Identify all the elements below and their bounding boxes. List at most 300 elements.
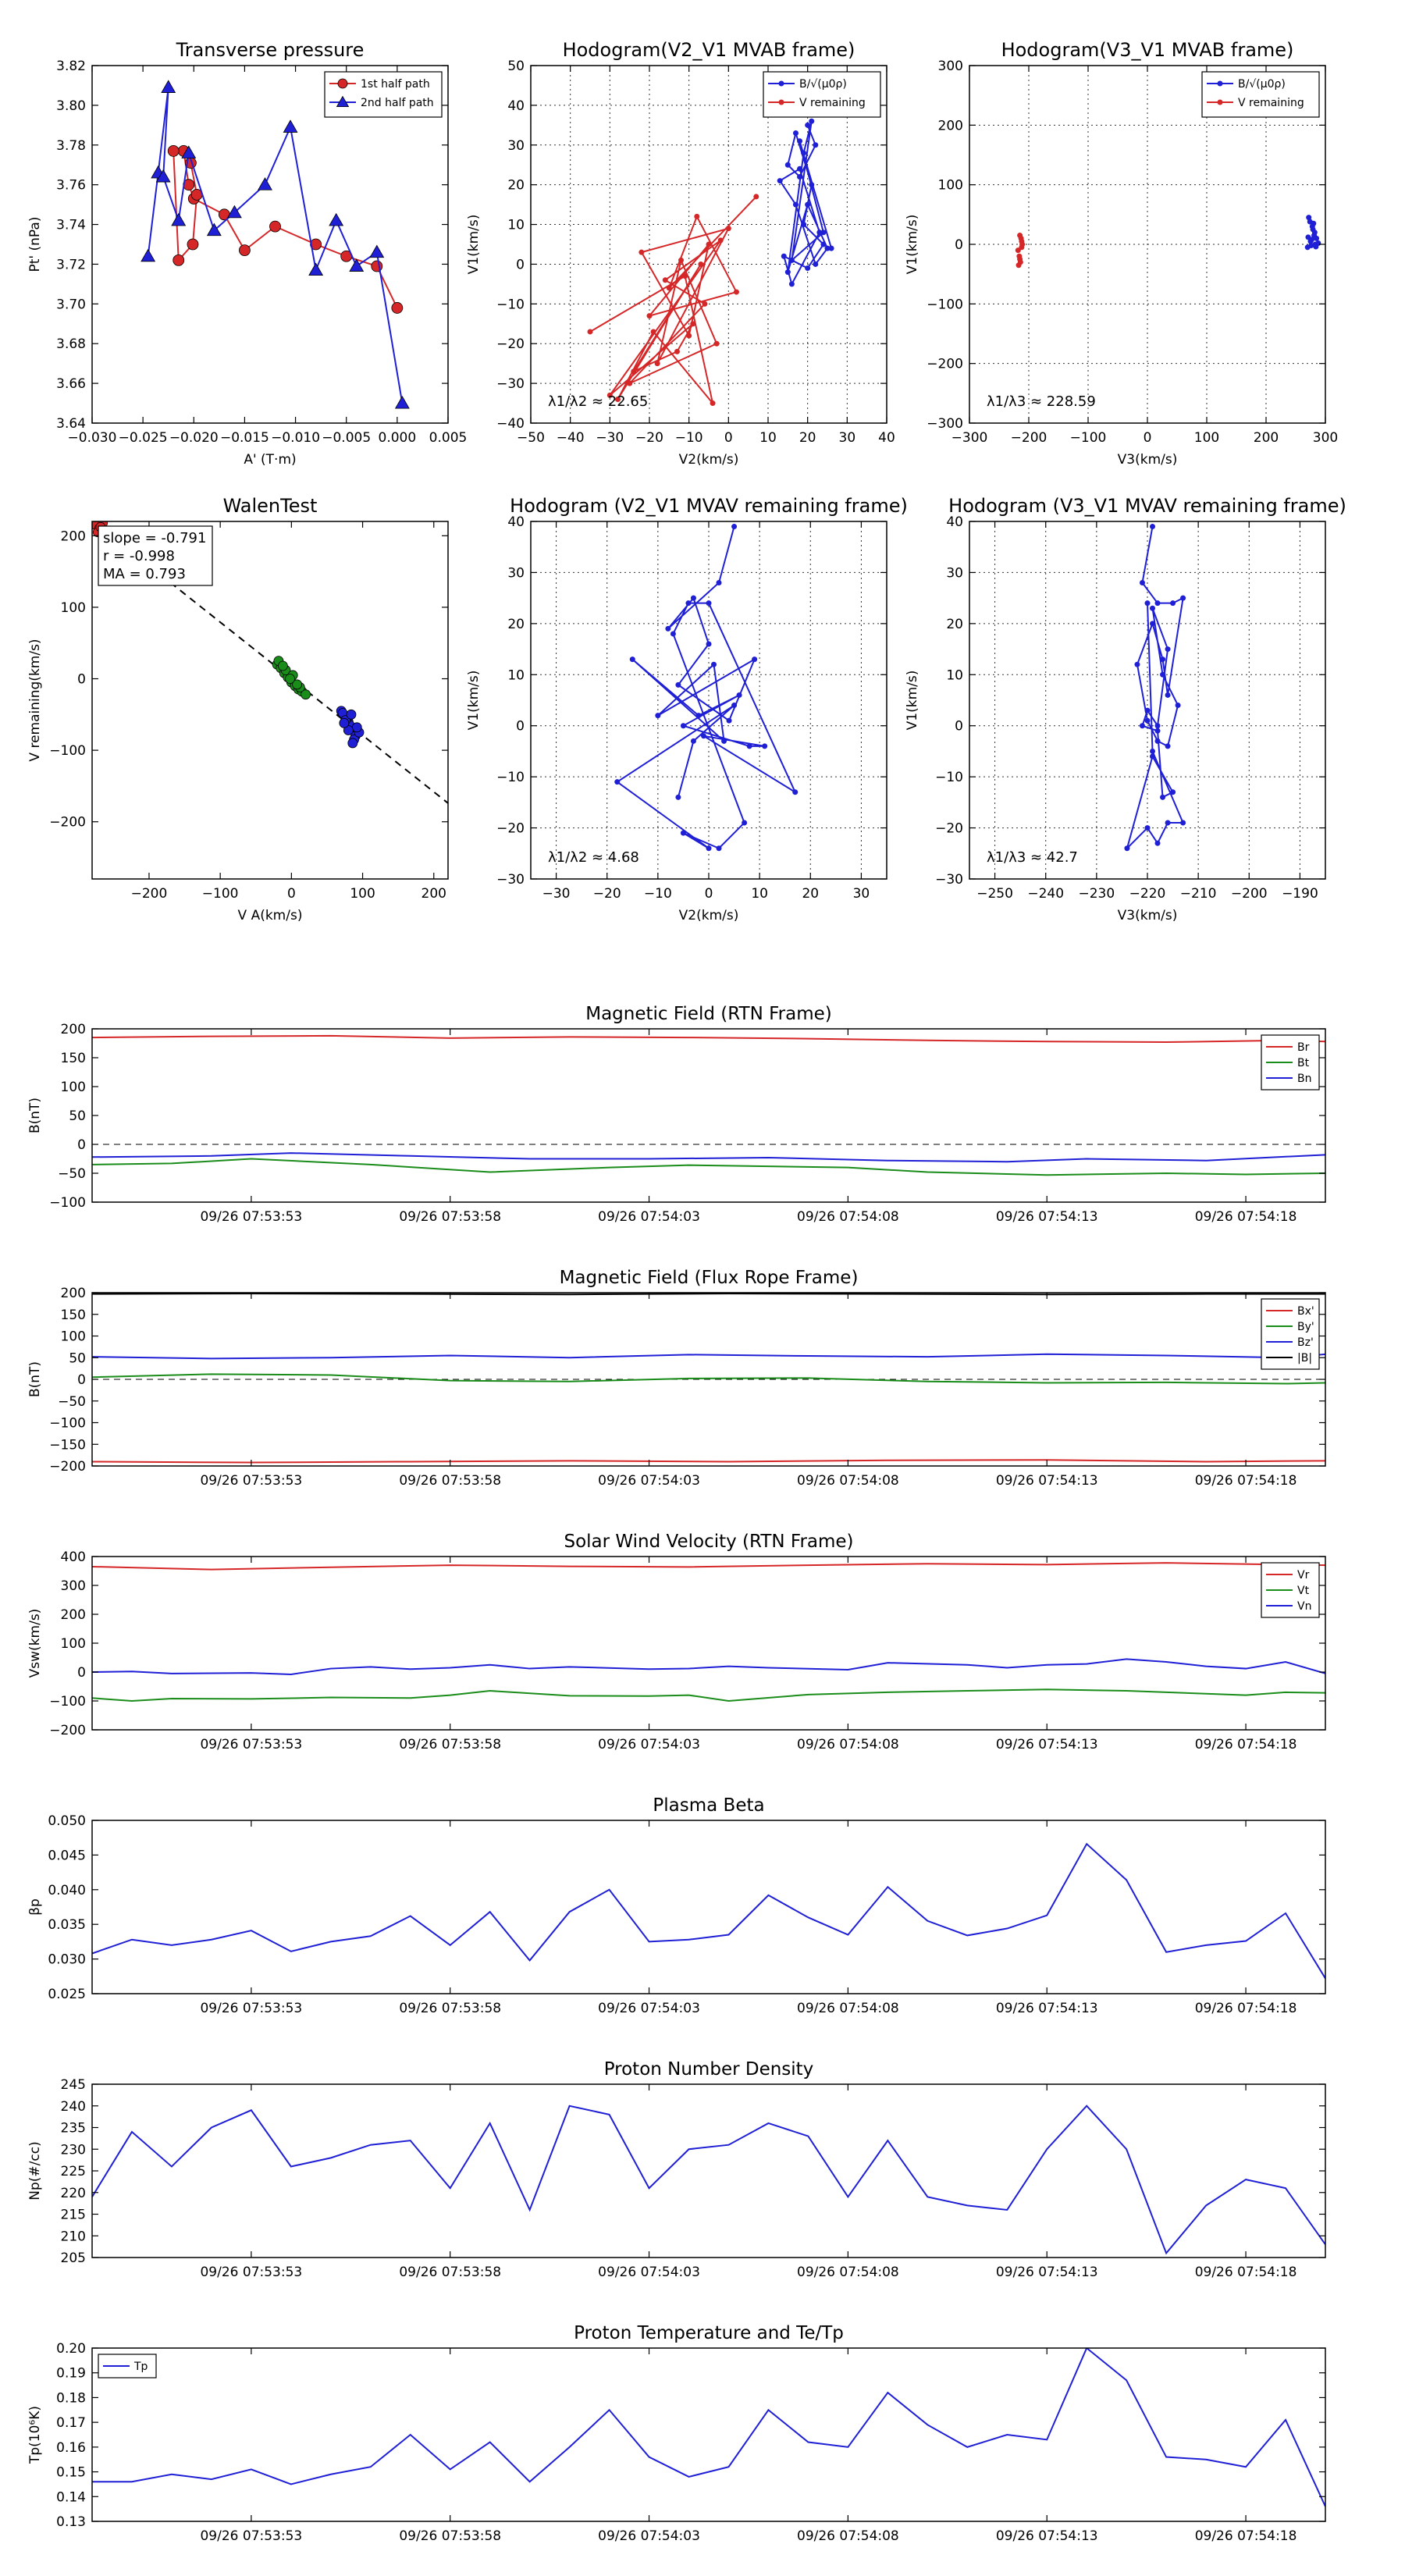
y-tick-label: 0 <box>516 718 525 735</box>
x-tick-label: 09/26 07:53:58 <box>399 2528 502 2544</box>
series-1st-half-path-point <box>372 261 382 272</box>
x-tick-label: 200 <box>421 886 446 902</box>
x-tick-label: 0 <box>286 886 296 902</box>
series-0-point <box>681 723 686 728</box>
y-tick-label: −100 <box>49 1694 86 1710</box>
series-v-remaining-point <box>1019 244 1024 250</box>
y-tick-label: 3.72 <box>56 257 86 273</box>
y-tick-label: 0.16 <box>56 2439 86 2456</box>
x-tick-label: 09/26 07:54:13 <box>995 1737 1098 1752</box>
series-0-line <box>617 527 795 849</box>
x-tick-label: 09/26 07:54:03 <box>598 1737 700 1752</box>
chart-hodo13 <box>905 39 1338 468</box>
legend-label: Tp <box>134 2361 148 2373</box>
series-0-point <box>706 600 712 606</box>
series-b-0--point <box>1312 229 1318 235</box>
y-tick-label: 20 <box>507 616 525 632</box>
y-tick-label: 100 <box>60 1636 86 1652</box>
y-tick-label: 3.64 <box>56 416 86 432</box>
x-axis-label: V2(km/s) <box>678 452 739 468</box>
y-tick-label: −50 <box>58 1393 86 1410</box>
legend-label: B/√(μ0ρ) <box>1238 78 1286 91</box>
y-tick-label: 220 <box>60 2185 86 2201</box>
y-tick-label: 100 <box>60 1329 86 1345</box>
x-tick-label: −0.025 <box>118 430 168 446</box>
y-tick-label: 30 <box>946 565 963 582</box>
series-2nd-half-path-point <box>396 397 409 408</box>
series-v-remaining-point <box>690 321 695 326</box>
x-tick-label: 09/26 07:53:53 <box>200 2001 303 2016</box>
series-bx--line <box>92 1460 1325 1462</box>
series-0-point <box>1150 606 1155 611</box>
series-0-point <box>691 738 696 744</box>
series-v-remaining-point <box>1017 257 1023 262</box>
series-0-line <box>92 1844 1325 1978</box>
plot-area <box>92 1563 1325 1701</box>
x-tick-label: 09/26 07:54:03 <box>598 2528 700 2544</box>
series-b-0--point <box>1311 221 1316 226</box>
x-tick-label: 09/26 07:54:03 <box>598 1209 700 1225</box>
series-v-remaining-point <box>588 329 593 334</box>
series-b-0--point <box>785 269 791 275</box>
x-tick-label: 09/26 07:54:13 <box>995 2528 1098 2544</box>
legend-label: Br <box>1297 1041 1310 1054</box>
y-tick-label: −150 <box>49 1437 86 1453</box>
series-v-remaining-point <box>698 262 703 267</box>
legend-label: Vr <box>1297 1569 1310 1582</box>
y-tick-label: 0.13 <box>56 2514 86 2530</box>
x-tick-label: −0.015 <box>219 430 269 446</box>
series-b-0--point <box>1313 244 1318 250</box>
series-b-0--point <box>797 138 802 144</box>
x-tick-label: −200 <box>1010 430 1048 446</box>
y-tick-label: 215 <box>60 2207 86 2223</box>
chart-title: Transverse pressure <box>176 39 365 61</box>
series-1st-half-path-point <box>187 239 198 250</box>
series-0-point <box>1150 753 1155 759</box>
x-tick-label: −240 <box>1027 886 1065 902</box>
series-b-0--point <box>781 254 787 259</box>
series-0-point <box>721 738 727 744</box>
series-b-0--point <box>793 130 799 136</box>
chart-title: Plasma Beta <box>653 1795 765 1816</box>
y-tick-label: 0 <box>955 718 963 735</box>
series-bz--line <box>92 1354 1325 1359</box>
legend-label: V remaining <box>799 97 866 109</box>
series-0-point <box>1155 723 1161 728</box>
series-v-remaining-point <box>686 333 692 339</box>
y-tick-label: −20 <box>935 820 963 837</box>
y-tick-label: 3.82 <box>56 59 86 74</box>
y-tick-label: −30 <box>496 872 525 888</box>
series-0-point <box>742 820 747 826</box>
y-tick-label: −100 <box>49 1195 86 1211</box>
series-1st-half-path-point <box>239 245 250 256</box>
y-tick-label: 100 <box>60 600 86 616</box>
series-v-remaining-point <box>638 250 644 255</box>
x-tick-label: −250 <box>976 886 1013 902</box>
plot-frame <box>92 1557 1325 1730</box>
y-tick-label: 10 <box>507 667 525 684</box>
series-b-0--point <box>829 246 834 251</box>
y-tick-label: −100 <box>49 743 86 760</box>
series-v-remaining-point <box>706 242 712 247</box>
x-tick-label: 100 <box>1193 430 1220 446</box>
y-tick-label: 230 <box>60 2142 86 2158</box>
y-tick-label: 20 <box>946 616 963 632</box>
series-v-remaining-point <box>726 226 731 231</box>
x-tick-label: 09/26 07:54:03 <box>598 1473 700 1489</box>
series-b-0--point <box>793 202 799 208</box>
series-0-line <box>92 2106 1325 2254</box>
plot-frame <box>92 2348 1325 2521</box>
x-tick-label: −100 <box>1069 430 1107 446</box>
x-tick-label: 09/26 07:54:08 <box>797 1209 899 1225</box>
series-v-remaining-point <box>627 381 632 386</box>
series-vt-line <box>92 1689 1325 1701</box>
x-tick-label: −50 <box>517 430 545 446</box>
legend-label: Vn <box>1297 1600 1312 1613</box>
y-axis-label: V1(km/s) <box>466 214 482 275</box>
series-vr-line <box>92 1563 1325 1570</box>
series-0-point <box>706 845 712 851</box>
x-tick-label: 09/26 07:54:08 <box>797 1473 899 1489</box>
series-0-point <box>1140 580 1145 585</box>
series-br-line <box>92 1036 1325 1042</box>
y-tick-label: 0.025 <box>48 1987 86 2002</box>
series-0-point <box>737 692 742 698</box>
stats-line: r = -0.998 <box>103 548 175 564</box>
series-v-remaining-point <box>682 273 688 279</box>
x-tick-label: 10 <box>759 430 777 446</box>
series-0-point <box>1124 845 1129 851</box>
series-0-point <box>1150 524 1155 529</box>
series-1st-half-path-point <box>168 145 179 156</box>
series-1st-half-path-point <box>173 254 184 265</box>
plot-frame <box>92 1820 1325 1994</box>
y-axis-label: βp <box>27 1898 43 1916</box>
y-tick-label: 240 <box>60 2098 86 2115</box>
y-tick-label: 200 <box>60 528 86 545</box>
x-tick-label: 09/26 07:54:03 <box>598 2265 700 2280</box>
series-0-line <box>1127 527 1183 849</box>
y-tick-label: 40 <box>507 514 525 530</box>
y-tick-label: 10 <box>946 667 963 684</box>
series-2nd-half-path-point <box>162 80 176 92</box>
chart-tp <box>27 2323 1325 2544</box>
series-0-point <box>278 661 287 671</box>
series-b-0--point <box>809 182 814 187</box>
y-tick-label: 3.78 <box>56 137 86 154</box>
x-tick-label: −0.005 <box>322 430 372 446</box>
series-b-0--point <box>1314 236 1319 241</box>
legend-label: 1st half path <box>361 78 430 91</box>
legend-label: Bt <box>1297 1057 1310 1069</box>
y-tick-label: 225 <box>60 2164 86 2179</box>
x-tick-label: −10 <box>674 430 703 446</box>
x-tick-label: 09/26 07:54:13 <box>995 1209 1098 1225</box>
y-tick-label: −100 <box>927 297 963 313</box>
series-b-0--point <box>801 150 806 155</box>
y-tick-label: 0.17 <box>56 2415 86 2432</box>
chart-title: Hodogram (V3_V1 MVAV remaining frame) <box>948 495 1346 517</box>
plot-area <box>588 119 834 406</box>
y-tick-label: 235 <box>60 2120 86 2137</box>
y-axis-label: B(nT) <box>27 1097 43 1134</box>
chart-title: Solar Wind Velocity (RTN Frame) <box>564 1532 854 1552</box>
plot-frame <box>92 2084 1325 2258</box>
y-tick-label: 400 <box>60 1550 86 1565</box>
legend-label: Bx' <box>1297 1305 1314 1318</box>
y-tick-label: 0.045 <box>48 1848 86 1864</box>
y-tick-label: −20 <box>496 336 525 353</box>
y-tick-label: 40 <box>507 98 525 114</box>
series-0-point <box>1150 749 1155 754</box>
series-0-point <box>665 626 670 632</box>
legend-marker <box>779 81 784 87</box>
x-tick-label: −30 <box>596 430 624 446</box>
series-v-remaining-point <box>753 194 759 199</box>
chart-title: WalenTest <box>222 495 318 517</box>
y-tick-label: −100 <box>49 1415 86 1432</box>
x-tick-label: 0 <box>1143 430 1152 446</box>
series-v-remaining-point <box>714 341 720 347</box>
series-0-point <box>1160 672 1165 678</box>
x-tick-label: 09/26 07:54:13 <box>995 1473 1098 1489</box>
x-tick-label: 09/26 07:53:58 <box>399 2001 502 2016</box>
series-b-0--point <box>789 258 795 263</box>
series-1st-half-path-point <box>270 221 281 232</box>
chart-beta <box>27 1795 1325 2016</box>
x-tick-label: 20 <box>799 430 816 446</box>
y-tick-label: 0 <box>955 237 963 253</box>
series-2nd-half-path-point <box>309 263 323 275</box>
x-tick-label: 300 <box>1312 430 1339 446</box>
series-2nd-half-path-point <box>258 178 272 190</box>
chart-title: Magnetic Field (RTN Frame) <box>585 1004 832 1024</box>
plot-frame <box>92 66 448 423</box>
y-tick-label: −300 <box>927 416 963 432</box>
x-tick-label: 09/26 07:54:18 <box>1194 2001 1297 2016</box>
legend-label: Vt <box>1297 1585 1310 1597</box>
x-tick-label: −0.020 <box>169 430 219 446</box>
series-v-remaining-point <box>734 290 739 295</box>
series-v-remaining-point <box>678 258 684 263</box>
legend-label: B/√(μ0ρ) <box>799 78 847 91</box>
x-tick-label: 09/26 07:54:18 <box>1194 2528 1297 2544</box>
series-b-0--point <box>1309 237 1314 242</box>
y-tick-label: −200 <box>927 356 963 372</box>
x-tick-label: −10 <box>643 886 672 902</box>
y-axis-label: Pt' (nPa) <box>27 216 43 272</box>
series-b-0--point <box>797 174 802 180</box>
y-tick-label: 210 <box>60 2229 86 2245</box>
x-tick-label: 09/26 07:54:08 <box>797 2528 899 2544</box>
y-tick-label: 200 <box>937 118 963 134</box>
stats-line: MA = 0.793 <box>103 566 186 582</box>
series-0-point <box>1165 820 1171 826</box>
y-tick-label: 30 <box>507 565 525 582</box>
x-tick-label: −20 <box>592 886 621 902</box>
series-0-point <box>655 713 660 718</box>
y-tick-label: 20 <box>507 177 525 194</box>
x-tick-label: 09/26 07:53:58 <box>399 1473 502 1489</box>
series-b-0--line <box>780 121 831 284</box>
eigenvalue-ratio-label: λ1/λ3 ≈ 42.7 <box>987 849 1078 866</box>
series-b-0--point <box>805 265 810 271</box>
series-v-remaining-point <box>651 329 656 334</box>
series-0-point <box>286 674 295 684</box>
series-0-point <box>1140 723 1145 728</box>
x-tick-label: −30 <box>542 886 571 902</box>
series-0-point <box>614 779 620 785</box>
series-tp-line <box>92 2348 1325 2507</box>
chart-title: Proton Number Density <box>603 2059 814 2080</box>
chart-title: Hodogram (V2_V1 MVAV remaining frame) <box>510 495 908 517</box>
series-1-point <box>352 723 361 732</box>
x-tick-label: −200 <box>130 886 168 902</box>
series-2nd-half-path-point <box>172 214 186 226</box>
series-b-0--point <box>820 229 826 235</box>
x-tick-label: 09/26 07:53:53 <box>200 1737 303 1752</box>
x-axis-label: V A(km/s) <box>237 908 303 923</box>
x-tick-label: 09/26 07:54:03 <box>598 2001 700 2016</box>
series-v-remaining-point <box>655 361 660 366</box>
y-tick-label: −10 <box>496 297 525 313</box>
series-2nd-half-path-point <box>141 250 155 262</box>
series-0-point <box>685 600 691 606</box>
series-0-point <box>1165 692 1171 698</box>
series-0-point <box>1155 738 1161 744</box>
series-0-point <box>675 795 681 800</box>
series-0-point <box>711 662 717 667</box>
y-tick-label: −50 <box>58 1166 86 1182</box>
series-b-0--point <box>797 166 802 172</box>
x-tick-label: 09/26 07:54:13 <box>995 2265 1098 2280</box>
x-axis-label: V3(km/s) <box>1117 908 1178 923</box>
chart-hodo12 <box>466 39 895 468</box>
y-tick-label: 0.20 <box>56 2341 86 2357</box>
series-0-point <box>1155 728 1161 734</box>
x-tick-label: 30 <box>838 430 856 446</box>
series-0-point <box>701 733 706 738</box>
chart-vsw <box>27 1532 1325 1752</box>
y-axis-label: B(nT) <box>27 1361 43 1398</box>
series-bt-line <box>92 1159 1325 1176</box>
stats-line: slope = -0.791 <box>103 530 207 546</box>
series-0-point <box>731 524 737 529</box>
series-b-0--point <box>801 222 806 227</box>
series-0-point <box>1134 662 1140 667</box>
series-0-point <box>1155 841 1161 846</box>
x-tick-label: −0.010 <box>271 430 321 446</box>
series-1-point <box>340 718 349 728</box>
x-tick-label: 09/26 07:54:08 <box>797 2001 899 2016</box>
x-tick-label: −20 <box>635 430 663 446</box>
series-0-point <box>1165 743 1171 749</box>
y-tick-label: −10 <box>496 770 525 786</box>
x-tick-label: 09/26 07:54:18 <box>1194 1209 1297 1225</box>
series-0-point <box>731 703 737 708</box>
x-tick-label: 0.005 <box>429 430 468 446</box>
y-tick-label: 0 <box>77 1665 86 1681</box>
series-v-remaining-point <box>674 349 680 354</box>
plot-area <box>92 1844 1325 1978</box>
legend-label: Bz' <box>1297 1336 1314 1349</box>
series-2nd-half-path-point <box>329 214 343 226</box>
y-tick-label: 100 <box>937 177 963 194</box>
series-0-point <box>691 596 696 601</box>
y-tick-label: 50 <box>69 1108 86 1124</box>
series-0-point <box>717 580 722 585</box>
plot-area <box>92 2106 1325 2254</box>
x-tick-label: 09/26 07:53:53 <box>200 1209 303 1225</box>
y-tick-label: 3.80 <box>56 98 86 114</box>
x-axis-label: A' (T·m) <box>244 452 297 468</box>
series-0-point <box>717 845 722 851</box>
chart-title: Hodogram(V2_V1 MVAB frame) <box>562 39 855 61</box>
series-0-point <box>1155 600 1161 606</box>
series-0-point <box>681 831 686 836</box>
series-v-remaining-point <box>647 313 653 318</box>
series-b-0--point <box>1308 243 1314 248</box>
y-tick-label: −200 <box>49 1459 86 1475</box>
legend-label: Bn <box>1297 1073 1312 1085</box>
y-axis-label: V1(km/s) <box>905 214 920 275</box>
x-tick-label: 09/26 07:53:58 <box>399 2265 502 2280</box>
y-tick-label: 0.15 <box>56 2464 86 2481</box>
legend-label: By' <box>1297 1321 1314 1333</box>
x-tick-label: 09/26 07:54:08 <box>797 1737 899 1752</box>
series-0-point <box>670 631 676 636</box>
series-2nd-half-path-line <box>148 87 403 404</box>
series-v-remaining-point <box>631 368 636 374</box>
x-tick-label: 09/26 07:53:53 <box>200 2265 303 2280</box>
y-tick-label: 0 <box>516 257 525 273</box>
x-tick-label: 0 <box>724 430 733 446</box>
series-0-point <box>1180 596 1186 601</box>
plot-area <box>1016 215 1321 268</box>
y-tick-label: 0.040 <box>48 1882 86 1898</box>
y-tick-label: 150 <box>60 1051 86 1066</box>
series-0-point <box>706 642 712 647</box>
x-tick-label: 09/26 07:54:18 <box>1194 2265 1297 2280</box>
y-tick-label: 245 <box>60 2077 86 2093</box>
y-tick-label: 0 <box>77 1372 86 1388</box>
x-axis-label: V2(km/s) <box>678 908 739 923</box>
y-tick-label: 0.18 <box>56 2390 86 2407</box>
series-1-point <box>348 738 357 748</box>
y-axis-label: Np(#/cc) <box>27 2141 43 2201</box>
y-axis-label: Tp(10⁶K) <box>27 2405 43 2464</box>
series-b-0--point <box>820 242 826 247</box>
x-tick-label: 10 <box>751 886 768 902</box>
y-axis-label: Vsw(km/s) <box>27 1608 43 1678</box>
series-b-0--point <box>813 142 818 148</box>
legend-marker <box>338 79 347 88</box>
legend-marker <box>1218 100 1223 105</box>
y-tick-label: 3.76 <box>56 177 86 194</box>
x-tick-label: 09/26 07:53:58 <box>399 1209 502 1225</box>
eigenvalue-ratio-label: λ1/λ3 ≈ 228.59 <box>987 393 1096 410</box>
y-tick-label: 0 <box>77 1137 86 1153</box>
x-tick-label: 40 <box>878 430 895 446</box>
series-0-point <box>762 743 767 749</box>
series-0-point <box>1145 825 1151 831</box>
x-tick-label: −0.030 <box>67 430 117 446</box>
plot-area <box>141 80 409 408</box>
series-0-point <box>727 718 732 724</box>
